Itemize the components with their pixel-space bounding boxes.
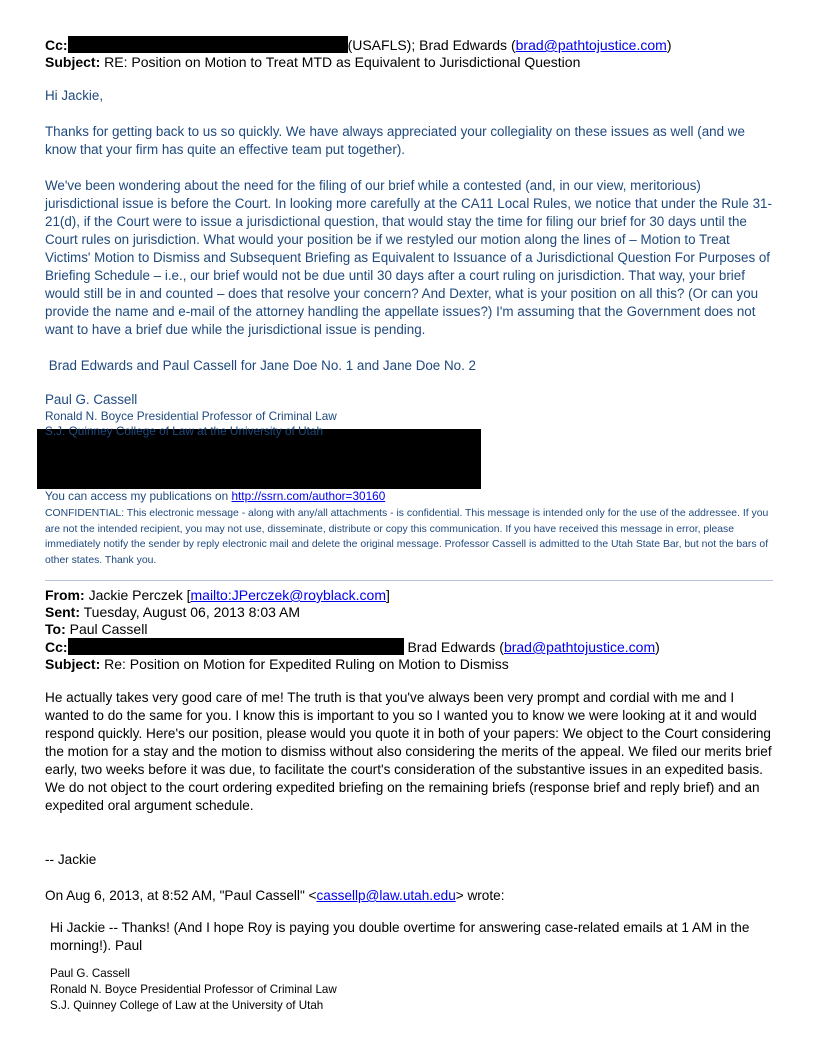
cc-email-link[interactable]: brad@pathtojustice.com — [503, 639, 656, 655]
sig-title: Ronald N. Boyce Presidential Professor of Criminal Law — [45, 409, 337, 423]
cc-label: Cc: — [45, 639, 68, 655]
subject-label: Subject: — [45, 656, 101, 672]
subject-line — [45, 656, 773, 673]
quoted-sig-school: S.J. Quinney College of Law at the University of Utah — [50, 999, 324, 1012]
from-label: From: — [45, 587, 85, 603]
to-label: To: — [45, 621, 66, 637]
quoted-sig-title: Ronald N. Boyce Presidential Professor of Criminal Law — [50, 983, 337, 996]
first-email-header — [45, 36, 773, 71]
from-name: Jackie Perczek [ — [88, 587, 191, 603]
quoted-message — [50, 919, 773, 1014]
cc-text: (USAFLS); Brad Edwards ( — [347, 37, 516, 53]
sent-label: Sent: — [45, 604, 80, 620]
subject-text: RE: Position on Motion to Treat MTD as Equivalent to Jurisdictional Question — [104, 54, 581, 70]
jackie-message — [45, 689, 773, 905]
separator — [45, 580, 773, 581]
quoted-signature — [50, 966, 773, 1014]
jackie-signoff: -- Jackie — [45, 852, 97, 867]
quoted-body: Hi Jackie -- Thanks! (And I hope Roy is paying you double overtime for answering case-related emails at 1 AM in the morning!). Paul — [50, 920, 750, 953]
sig-name: Paul G. Cassell — [45, 392, 138, 407]
confidentiality-notice: CONFIDENTIAL: This electronic message - along with any/all attachments - is confidential. This message is intended only for the use of the addressee. If you are not the intended recipient, you may not use, disseminate, distribute or copy this communication. If you have received this message in error, please immediately notify the sender by reply electronic mail and delete the original message. Professor Cassell is admitted to the Utah State Bar, but not the bars of other states. Thank you. — [45, 508, 769, 566]
from-email-link[interactable]: mailto:JPerczek@royblack.com — [190, 587, 386, 603]
redaction-block — [37, 429, 481, 489]
wrote-suffix: > wrote: — [455, 888, 505, 903]
from-close: ] — [386, 587, 390, 603]
cc-close: ) — [655, 639, 660, 655]
reply-paragraph-1: Thanks for getting back to us so quickly. We have always appreciated your collegiality on these issues as well (and we know that your firm has quite an effective team put together). — [45, 124, 745, 157]
reply-paragraph-2: We've been wondering about the need for the filing of our brief while a contested (and, in our view, meritorious) jurisdictional issue is before the Court. In looking more carefully at the CA11 Local Rules, we notice that under the Rule 31-21(d), if the Court were to issue a jurisdictional question, that would stay the time for filing our brief for 30 days until the Court rules on jurisdiction. What would your position be if we restyled our motion along the lines of – Motion to Treat Victims' Motion to Dismiss and Subsequent Briefing as Equivalent to Issuance of a Jurisdictional Question For Purposes of Briefing Schedule – i.e., our brief would not be due until 30 days after a court ruling on jurisdiction. That way, your brief would still be in and counted – does that resolve your concern? And Dexter, what is your position on all this? (Or can you provide the name and e-mail of the attorney handling the appellate issues?) I'm assuming that the Government does not want to have a brief due while the jurisdictional issue is pending. — [45, 178, 772, 337]
publications-line — [45, 489, 773, 504]
from-line — [45, 587, 773, 604]
ssrn-link[interactable]: http://ssrn.com/author=30160 — [231, 489, 386, 503]
email-document — [45, 36, 773, 1014]
quoted-sig-name: Paul G. Cassell — [50, 967, 130, 980]
publications-prefix: You can access my publications on — [45, 489, 232, 503]
greeting: Hi Jackie, — [45, 88, 104, 103]
subject-line — [45, 54, 773, 71]
signature-block — [45, 391, 773, 568]
cc-email-link[interactable]: brad@pathtojustice.com — [515, 37, 667, 53]
to-value: Paul Cassell — [69, 621, 148, 637]
cc-label: Cc: — [45, 37, 68, 53]
wrote-prefix: On Aug 6, 2013, at 8:52 AM, "Paul Cassell" < — [45, 888, 317, 903]
redaction-block — [68, 638, 404, 655]
cc-text: Brad Edwards ( — [403, 639, 504, 655]
redaction-block — [68, 36, 348, 53]
cc-line — [45, 638, 773, 656]
subject-text: Re: Position on Motion for Expedited Ruling on Motion to Dismiss — [104, 656, 509, 672]
cc-line — [45, 36, 773, 54]
reply-sign-line: Brad Edwards and Paul Cassell for Jane Doe No. 1 and Jane Doe No. 2 — [45, 358, 476, 373]
wrote-email-link[interactable]: cassellp@law.utah.edu — [316, 888, 456, 903]
second-email-header — [45, 587, 773, 673]
jackie-body: He actually takes very good care of me! The truth is that you've always been very prompt and cordial with me and I wanted to do the same for you. I know this is important to you so I wanted you to know we were looking at it and would respond quickly. Here's our position, please would you quote it in both of your papers: We object to the Court considering the motion for a stay and the motion to dismiss without also considering the merits of the appeal. We filed our merits brief early, two weeks before it was due, to facilitate the court's consideration of the substantive issues in an expedited basis. We do not object to the court ordering expedited briefing on the remaining briefs (response brief and reply brief) and an expedited oral argument schedule. — [45, 690, 772, 813]
sent-value: Tuesday, August 06, 2013 8:03 AM — [83, 604, 301, 620]
subject-label: Subject: — [45, 54, 101, 70]
reply-body — [45, 87, 773, 375]
cc-close: ) — [666, 37, 672, 53]
sent-line — [45, 604, 773, 621]
wrote-line — [45, 887, 773, 905]
to-line — [45, 621, 773, 638]
